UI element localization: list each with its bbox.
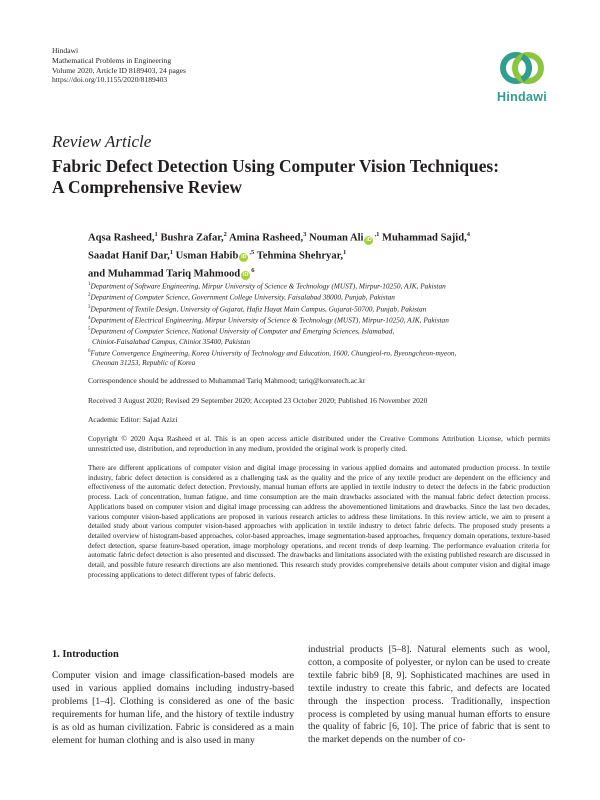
author-affil-sup: 6 [251,266,255,274]
author-affil-sup: ,1 [374,231,380,238]
title-line-2: A Comprehensive Review [52,177,242,197]
affiliation-continued: Chiniot-Faisalabad Campus, Chiniot 35400, Pakistan [92,336,251,346]
affiliation [88,314,558,325]
journal-info [52,46,186,85]
affil-text: Future Convergence Engineering, Korea University of Technology and Education, 1600, Chungjeol-ro, Byeongcheon-myeon, [90,347,457,357]
affiliation [88,280,558,291]
author-affil-sup: ,5 [249,248,255,256]
author-name: and Muhammad Tariq Mahmood [88,268,241,280]
journal-name: Mathematical Problems in Engineering [52,55,172,65]
author-affil-sup: 1 [343,248,347,256]
author-name: Saadat Hanif Dar, [88,250,170,262]
affiliation-continued: Cheonan 31253, Republic of Korea [92,357,196,367]
section-heading: 1. Introduction [52,649,119,660]
author-name: Bushra Zafar, [160,232,224,244]
author-affil-sup: 1 [169,248,173,256]
affil-text: Department of Software Engineering, Mirpur University of Science & Technology (MUST), Mirpur-10250, AJK, Pakistan [90,281,446,291]
affiliation-list [88,280,558,368]
copyright-notice: Copyright © 2020 Aqsa Rasheed et al. This is an open access article distributed under the Creative Commons Attribution License, which permits unrestricted use, distribution, and reproduction in any medium, provided the original work is properly cited. [88,434,550,454]
title-line-1: Fabric Defect Detection Using Computer Vision Techniques: [52,156,499,176]
orcid-icon[interactable]: iD [241,254,247,261]
affil-sup: 5 [88,327,91,333]
article-type: Review Article [52,132,152,151]
author-affil-sup: 4 [466,231,471,238]
volume-line: Volume 2020, Article ID 8189403, 24 pages [52,65,186,75]
affil-sup: 1 [88,282,91,287]
affiliation [88,347,558,358]
publication-dates: Received 3 August 2020; Revised 29 September 2020; Accepted 23 October 2020; Published 16 November 2020 [88,396,428,405]
author-affil-sup: 1 [154,231,158,238]
author-affil-sup: 2 [223,231,227,238]
affil-text: Department of Textile Design, University of Gujarat, Hafiz Hayat Main Campus, Gujarat-50700, Punjab, Pakistan [90,304,427,314]
author-line-2 [88,246,558,264]
author-affil-sup: 3 [303,231,307,238]
abstract: There are different applications of computer vision and digital image processing in various applied domains and automated production process. In textile industry, fabric defect detection is considered as a challenging task as the quality and the price of any textile product are dependent on the efficiency and effectiveness of the automatic defect detection. Previously, manual human efforts are applied in textile industry to detect the defects in the fabric production process. Lack of concentration, human fatigue, and time consumption are the main drawbacks associated with the manual fabric defect detection process. Applications based on computer vision and digital image processing can address the abovementioned limitations and drawbacks. Since the last two decades, various computer vision-based applications are proposed in various research articles to address these limitations. In this review article, we aim to present a detailed study about various computer vision-based approaches with application in textile industry to detect fabric defects. The proposed study presents a detailed overview of histogram-based approaches, color-based approaches, image segmentation-based approaches, frequency domain operations, texture-based defect detection, sparse feature-based operation, image morphology operations, and recent trends of deep learning. The performance evaluation criteria for automatic fabric defect detection is also presented and discussed. The drawbacks and limitations associated with the existing published research are discussed in detail, and possible future research directions are also mentioned. This research study provides comprehensive details about computer vision and digital image processing applications to detect different types of fabric defects. [88,464,550,579]
affil-sup: 4 [88,315,91,321]
affil-sup: 3 [88,304,91,310]
author-line-1 [88,228,558,246]
body-column-left: Computer vision and image classification-based models are used in various applied domains including industry-based problems [1–4]. Clothing is considered as one of the basic requirements for human life, and the history of textile industry is as old as human civilization. Fabric is considered as a main element for human clothing and is also used in many [52,670,294,746]
correspondence: Correspondence should be addressed to Muhammad Tariq Mahmood; tariq@koreatech.ac.kr [88,376,366,385]
author-name: Muhammad Sajid, [382,232,467,244]
affil-sup: 2 [88,293,91,299]
affil-text: Department of Computer Science, National University of Computer and Emerging Sciences, Islamabad, [90,326,395,336]
affiliation [88,303,558,314]
doi-link[interactable]: https://doi.org/10.1155/2020/8189403 [52,75,168,85]
orcid-icon[interactable]: iD [366,236,372,243]
author-name: Tehmina Shehryar, [256,250,344,262]
author-list [88,228,558,282]
orcid-icon[interactable]: iD [242,272,249,279]
affiliation [88,291,558,302]
hindawi-wordmark: Hindawi [497,90,548,104]
affil-text: Department of Computer Science, Government College University, Faisalabad 38000, Punjab, Pakistan [90,292,395,302]
author-name: Nouman Ali [309,232,364,244]
publisher-name: Hindawi [52,46,79,55]
author-name: Amina Rasheed, [228,232,304,244]
affil-sup: 6 [88,348,91,354]
article-title [52,156,552,198]
body-column-right: industrial products [5–8]. Natural elements such as wool, cotton, a composite of polyester, or nylon can be used to create textile fabric bib9 [8, 9]. Sophisticated machines are used in textile industry to create this fabric, and defects are located through the inspection process. Traditionally, inspection process is completed by using manual human efforts to ensure the quality of fabric [6, 10]. The price of fabric that is sent to the market depends on the number of co- [308,644,550,746]
affil-text: Department of Electrical Engineering, Mirpur University of Science & Technology (MUST), Mirpur-10250, AJK, Pakistan [90,315,449,325]
affiliation [88,325,558,336]
academic-editor: Academic Editor: Sajad Azizi [88,415,178,424]
author-name: Usman Habib [175,250,239,262]
author-name: Aqsa Rasheed, [88,232,155,244]
